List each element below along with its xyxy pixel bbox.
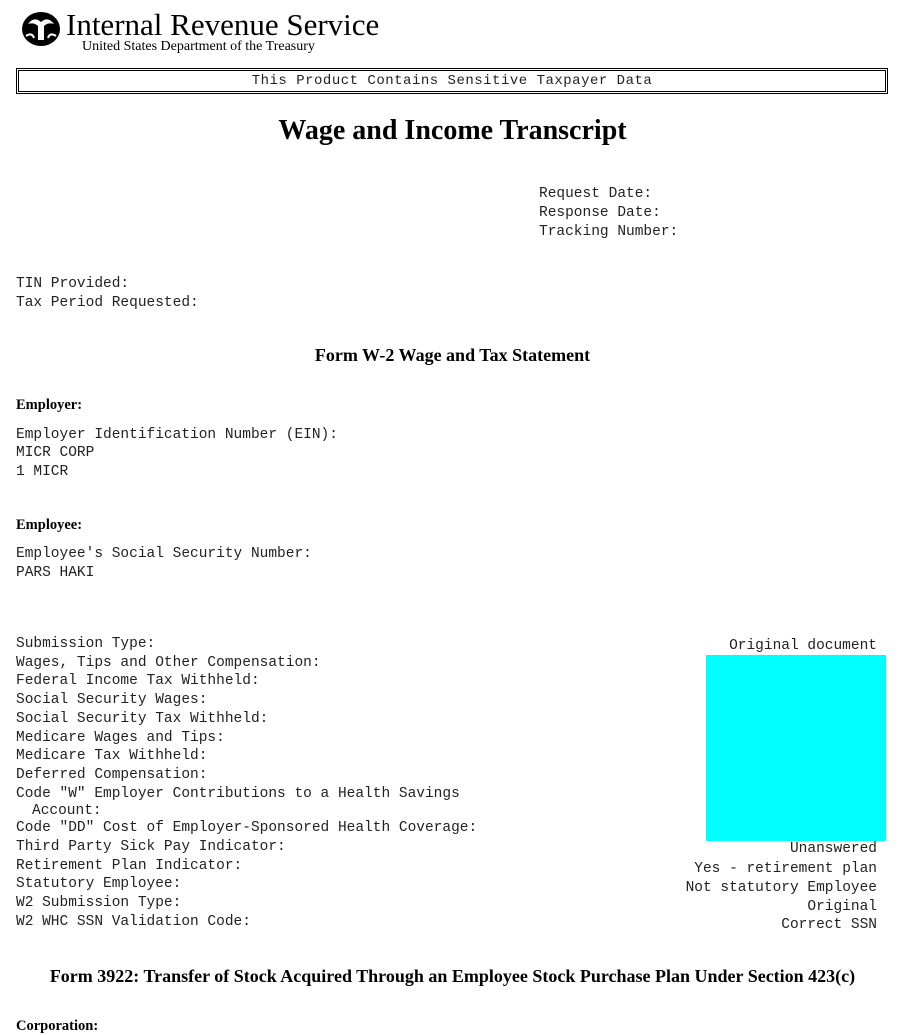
- retirement-label: Retirement Plan Indicator:: [16, 857, 243, 874]
- redaction-block: [706, 655, 886, 841]
- submission-type-value: Original document: [729, 638, 877, 654]
- statutory-value: Not statutory Employee: [685, 880, 877, 896]
- w2-submission-type-label: W2 Submission Type:: [16, 895, 182, 912]
- employee-heading: Employee:: [16, 517, 83, 533]
- form-3922-title: Form 3922: Transfer of Stock Acquired Through an Employee Stock Purchase Plan Under Section 423(c): [49, 966, 856, 986]
- page-title: Wage and Income Transcript: [278, 115, 627, 146]
- request-date-label: Request Date:: [539, 186, 653, 202]
- third-party-label: Third Party Sick Pay Indicator:: [16, 839, 286, 856]
- medicare-wages-label: Medicare Wages and Tips:: [16, 729, 225, 746]
- employer-name: MICR CORP: [16, 445, 95, 461]
- employee-ssn-label: Employee's Social Security Number:: [16, 546, 312, 562]
- employee-name: PARS HAKI: [16, 565, 95, 581]
- corporation-heading: Corporation:: [16, 1018, 99, 1034]
- medicare-tax-label: Medicare Tax Withheld:: [16, 748, 208, 765]
- tin-provided-label: TIN Provided:: [16, 276, 130, 292]
- w2-submission-type-value: Original: [807, 899, 877, 915]
- w2-whc-ssn-value: Correct SSN: [781, 917, 877, 933]
- code-dd-label: Code "DD" Cost of Employer-Sponsored Health Coverage:: [16, 820, 478, 837]
- employer-address: 1 MICR: [16, 464, 69, 480]
- sensitive-data-banner: This Product Contains Sensitive Taxpayer Data: [16, 68, 888, 94]
- department-name: United States Department of the Treasury: [82, 39, 315, 54]
- ein-label: Employer Identification Number (EIN):: [16, 427, 338, 443]
- third-party-value: Unanswered: [789, 841, 877, 857]
- federal-tax-label: Federal Income Tax Withheld:: [16, 673, 260, 690]
- code-w-label-continued: Account:: [32, 803, 102, 820]
- tax-period-label: Tax Period Requested:: [16, 295, 199, 311]
- ss-wages-label: Social Security Wages:: [16, 692, 208, 709]
- w2-field-labels: [16, 635, 477, 932]
- w2-whc-ssn-label: W2 WHC SSN Validation Code:: [16, 913, 251, 930]
- code-w-label: Code "W" Employer Contributions to a Health Savings: [16, 785, 460, 802]
- employer-heading: Employer:: [16, 397, 83, 413]
- submission-type-label: Submission Type:: [16, 636, 156, 652]
- response-date-label: Response Date:: [539, 205, 661, 221]
- retirement-value: Yes - retirement plan: [694, 861, 877, 877]
- statutory-label: Statutory Employee:: [16, 876, 182, 893]
- ss-tax-label: Social Security Tax Withheld:: [16, 710, 269, 727]
- deferred-comp-label: Deferred Compensation:: [16, 766, 208, 783]
- tracking-number-label: Tracking Number:: [539, 224, 679, 240]
- w2-section-title: Form W-2 Wage and Tax Statement: [314, 345, 591, 365]
- irs-eagle-logo-icon: [20, 10, 62, 48]
- wages-label: Wages, Tips and Other Compensation:: [16, 654, 321, 671]
- agency-name: Internal Revenue Service: [66, 7, 380, 42]
